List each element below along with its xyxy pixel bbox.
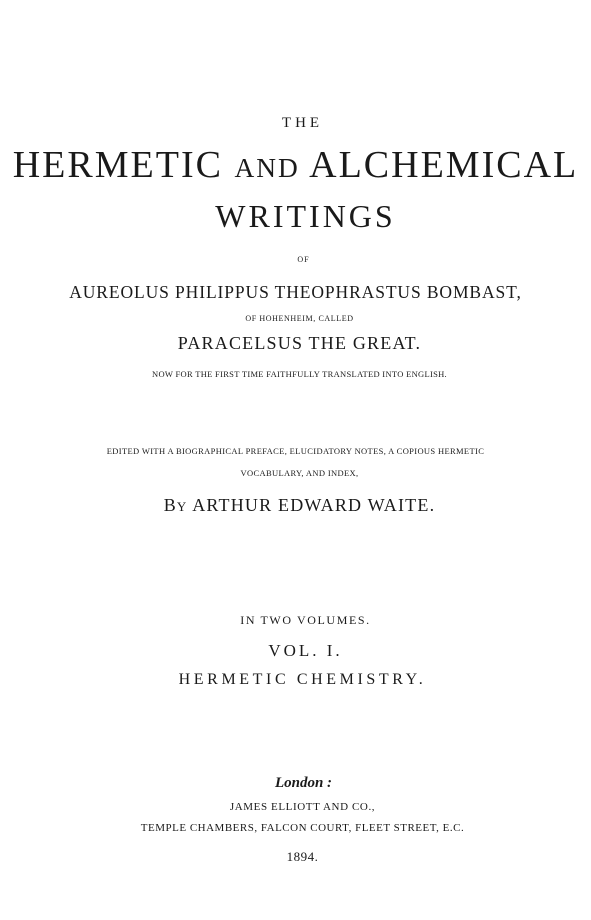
author-origin: OF HOHENHEIM, CALLED xyxy=(245,314,354,323)
title-article: THE xyxy=(281,115,324,131)
by-prefix: B xyxy=(163,495,177,515)
main-title-and: AND xyxy=(234,153,300,183)
of-connector: OF xyxy=(297,255,310,264)
imprint-city: London : xyxy=(274,775,333,791)
translation-note: NOW FOR THE FIRST TIME FAITHFULLY TRANSLATED INTO ENGLISH. xyxy=(152,369,447,379)
editor-credit xyxy=(0,496,591,514)
editorial-note-line1: EDITED WITH A BIOGRAPHICAL PREFACE, ELUCIDATORY NOTES, A COPIOUS HERMETIC xyxy=(106,446,485,456)
author-name: AUREOLUS PHILIPPUS THEOPHRASTUS BOMBAST, xyxy=(69,282,522,302)
volume-count: IN TWO VOLUMES. xyxy=(240,613,371,627)
editor-name: ARTHUR EDWARD WAITE. xyxy=(192,495,436,515)
main-title-part2: ALCHEMICAL xyxy=(309,144,579,186)
main-title-writings: WRITINGS xyxy=(215,198,396,234)
by-suffix: Y xyxy=(176,499,188,514)
author-alias: PARACELSUS THE GREAT. xyxy=(177,333,422,353)
volume-subject: HERMETIC CHEMISTRY. xyxy=(178,671,427,688)
volume-number: VOL. I. xyxy=(268,641,343,660)
main-title xyxy=(0,146,591,184)
main-title-part1: HERMETIC xyxy=(12,144,223,186)
imprint-publisher: JAMES ELLIOTT AND CO., xyxy=(229,801,376,813)
imprint-year: 1894. xyxy=(286,849,319,864)
editorial-note-line2: VOCABULARY, AND INDEX, xyxy=(240,468,359,478)
imprint-address: TEMPLE CHAMBERS, FALCON COURT, FLEET STREET, E.C. xyxy=(140,822,465,834)
